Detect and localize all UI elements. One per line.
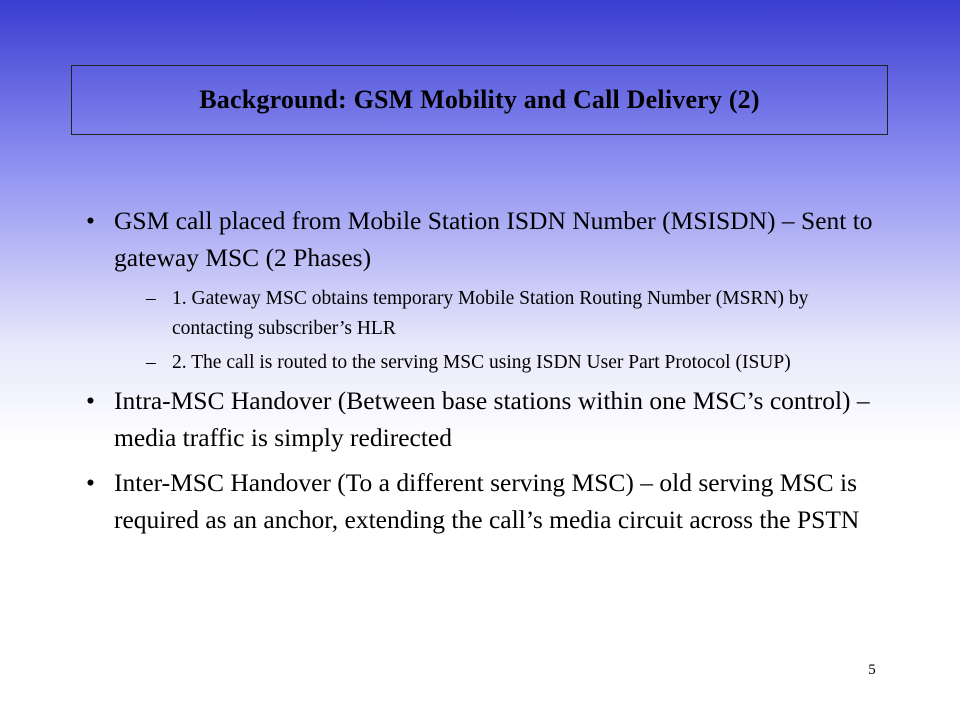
page-number: 5 [868, 662, 876, 678]
bullet-item [80, 464, 880, 538]
title-box [71, 65, 888, 135]
bullet-icon: • [86, 206, 95, 235]
sub-bullet-item [80, 348, 880, 378]
dash-icon: – [146, 352, 156, 373]
bullet-text: Inter-MSC Handover (To a different serving MSC) – old serving MSC is required as an anchor, extending the call’s media circuit across the PSTN [114, 468, 860, 534]
sub-bullet-text: 2. The call is routed to the serving MSC using ISDN User Part Protocol (ISUP) [172, 352, 791, 373]
sub-bullet-item [80, 284, 880, 344]
slide-title: Background: GSM Mobility and Call Delivery (2) [199, 85, 760, 114]
bullet-icon: • [86, 468, 95, 497]
dash-icon: – [146, 288, 156, 309]
bullet-icon: • [86, 386, 95, 415]
bullet-item [80, 202, 880, 276]
slide-body [80, 202, 880, 546]
bullet-text: Intra-MSC Handover (Between base stations within one MSC’s control) – media traffic is simply redirected [114, 386, 870, 452]
bullet-text: GSM call placed from Mobile Station ISDN Number (MSISDN) – Sent to gateway MSC (2 Phases) [114, 206, 873, 272]
bullet-item [80, 382, 880, 456]
sub-bullet-text: 1. Gateway MSC obtains temporary Mobile Station Routing Number (MSRN) by contacting subscriber’s HLR [172, 288, 809, 339]
